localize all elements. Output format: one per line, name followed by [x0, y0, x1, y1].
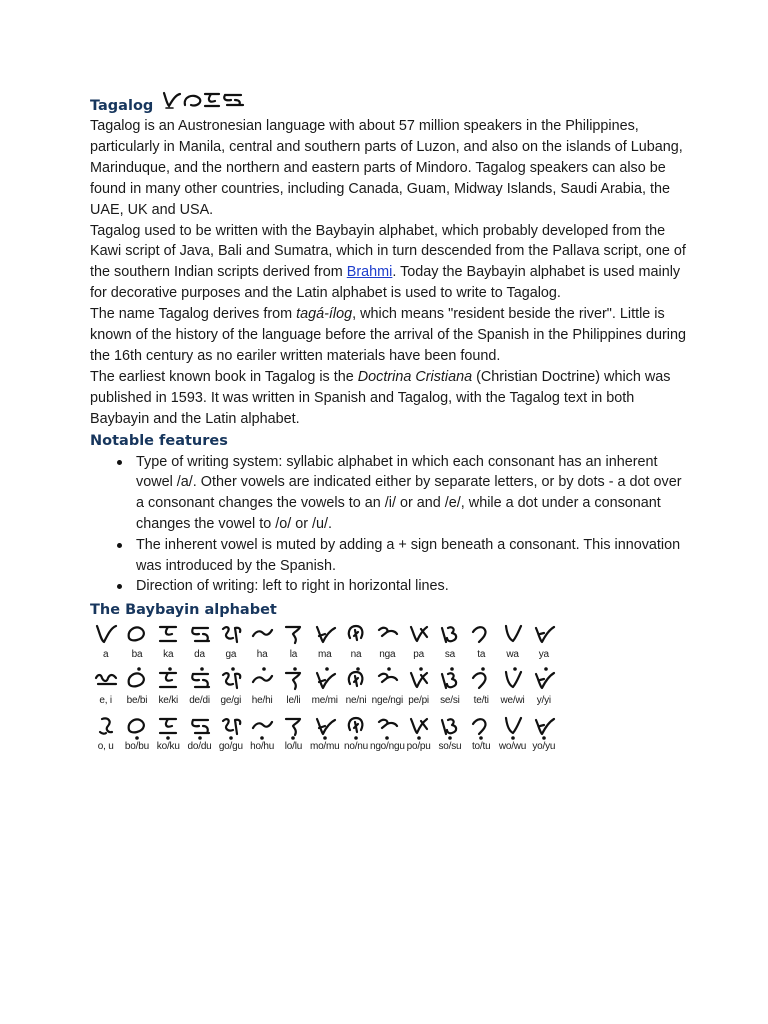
baybayin-glyph-icon [217, 620, 245, 648]
alphabet-cell [434, 712, 465, 758]
alphabet-cell [466, 620, 497, 666]
list-item: Direction of writing: left to right in horizontal lines. [136, 576, 690, 597]
baybayin-glyph-icon [248, 712, 276, 740]
alphabet-cell [121, 712, 152, 758]
syllable-label: ke/ki [158, 695, 179, 707]
paragraph-name-origin-text-2: , which means "resident beside the river". Little is known of the history of the language before the arrival of the Spanish in the Philippines during the 16th century as no eariler written materials have been found. [90, 306, 686, 364]
syllable-label: pe/pi [408, 695, 429, 707]
baybayin-glyph-icon [311, 712, 339, 740]
list-item: Type of writing system: syllabic alphabet in which each consonant has an inherent vowel /a/. Other vowels are indicated either by separate letters, or by dots - a dot over a consonant changes the vowels to an /i/ or and /e/, while a dot under a consonant changes the vowel to /o/ or /u/. [136, 452, 690, 535]
alphabet-cell [153, 712, 184, 758]
baybayin-glyph-icon [499, 666, 527, 694]
alphabet-cell [309, 666, 340, 712]
baybayin-glyph-icon [373, 666, 401, 694]
syllable-label: po/pu [406, 741, 431, 753]
alphabet-row [90, 620, 620, 666]
baybayin-glyph-icon [405, 712, 433, 740]
syllable-label: o, u [97, 741, 114, 753]
alphabet-cell [340, 712, 371, 758]
paragraph-name-origin-text: The name Tagalog derives from [90, 306, 297, 323]
baybayin-glyph-icon [530, 620, 558, 648]
syllable-label: be/bi [126, 695, 148, 707]
baybayin-glyph-icon [92, 620, 120, 648]
alphabet-cell [90, 712, 121, 758]
syllable-label: a [102, 649, 109, 661]
list-item: The inherent vowel is muted by adding a + sign beneath a consonant. This innovation was introduced by the Spanish. [136, 535, 690, 577]
alphabet-cell [434, 666, 465, 712]
alphabet-cell [372, 620, 403, 666]
syllable-label: sa [444, 649, 455, 661]
alphabet-cell [497, 620, 528, 666]
syllable-label: y/yi [536, 695, 551, 707]
baybayin-glyph-icon [154, 666, 182, 694]
syllable-label: ka [163, 649, 174, 661]
paragraph-intro: Tagalog is an Austronesian language with about 57 million speakers in the Philippines, particularly in Manila, central and southern parts of Luzon, and also on the islands of Lubang, Marinduque, and the northern and eastern parts of Mindoro. Tagalog speakers can also be found in many other countries, including Canada, Guam, Midway Islands, Saudi Arabia, the UAE, UK and USA. [90, 118, 683, 218]
paragraph-earliest-book-text-2: (Christian Doctrine) which was published in 1593. It was written in Spanish and Tagalog, with the Tagalog text in both Baybayin and the Latin alphabet. [90, 368, 671, 427]
alphabet-cell [153, 620, 184, 666]
alphabet-cell [246, 620, 277, 666]
paragraph-earliest-book [90, 367, 690, 430]
alphabet-cell [184, 712, 215, 758]
syllable-label: le/li [286, 695, 301, 707]
syllable-label: ngo/ngu [369, 741, 405, 753]
syllable-label: so/su [438, 741, 462, 753]
alphabet-cell [466, 712, 497, 758]
alphabet-row [90, 712, 620, 758]
baybayin-glyph-icon [499, 620, 527, 648]
paragraph-name-origin-italic: tagá-ílog [296, 306, 353, 323]
alphabet-cell [246, 666, 277, 712]
alphabet-cell [434, 620, 465, 666]
alphabet-cell [403, 666, 434, 712]
syllable-label: nga [379, 649, 396, 661]
baybayin-glyph-icon [186, 712, 214, 740]
syllable-label: do/du [187, 741, 212, 753]
baybayin-glyph-icon [530, 666, 558, 694]
syllable-label: go/gu [218, 741, 243, 753]
baybayin-glyph-icon [436, 620, 464, 648]
baybayin-glyph-icon [248, 666, 276, 694]
alphabet-cell [246, 712, 277, 758]
baybayin-alphabet-heading: The Baybayin alphabet [90, 602, 277, 619]
paragraph-history [90, 221, 690, 305]
syllable-label: to/tu [471, 741, 491, 753]
baybayin-glyph-icon [279, 666, 307, 694]
syllable-label: lo/lu [284, 741, 303, 753]
alphabet-cell [278, 620, 309, 666]
baybayin-glyph-icon [311, 666, 339, 694]
syllable-label: te/ti [473, 695, 489, 707]
syllable-label: ga [225, 649, 237, 661]
syllable-label: da [194, 649, 205, 661]
baybayin-glyph-icon [373, 712, 401, 740]
syllable-label: ne/ni [345, 695, 367, 707]
syllable-label: ma [317, 649, 332, 661]
syllable-label: de/di [189, 695, 210, 707]
syllable-label: ha [256, 649, 268, 661]
alphabet-cell [215, 712, 246, 758]
alphabet-cell [184, 666, 215, 712]
alphabet-cell [528, 712, 559, 758]
alphabet-cell [497, 666, 528, 712]
baybayin-glyph-icon [186, 666, 214, 694]
syllable-label: ho/hu [250, 741, 275, 753]
baybayin-glyph-icon [123, 712, 151, 740]
features-list [90, 452, 690, 598]
syllable-label: we/wi [500, 695, 525, 707]
baybayin-glyph-icon [342, 620, 370, 648]
alphabet-cell [278, 712, 309, 758]
syllable-label: ya [538, 649, 549, 661]
paragraph-name-origin [90, 304, 690, 367]
syllable-label: mo/mu [309, 741, 340, 753]
syllable-label: me/mi [311, 695, 338, 707]
baybayin-glyph-icon [217, 712, 245, 740]
syllable-label: ta [477, 649, 486, 661]
baybayin-glyph-icon [279, 620, 307, 648]
paragraph-earliest-book-text: The earliest known book in Tagalog is the [90, 368, 358, 385]
syllable-label: bo/bu [124, 741, 149, 753]
alphabet-cell [340, 620, 371, 666]
baybayin-glyph-icon [92, 712, 120, 740]
baybayin-glyph-icon [467, 712, 495, 740]
alphabet-cell [403, 712, 434, 758]
syllable-label: wa [506, 649, 519, 661]
baybayin-glyph-icon [92, 666, 120, 694]
syllable-label: no/nu [344, 741, 369, 753]
alphabet-cell [403, 620, 434, 666]
alphabet-cell [90, 666, 121, 712]
syllable-label: he/hi [251, 695, 273, 707]
alphabet-cell [153, 666, 184, 712]
baybayin-alphabet-table [90, 620, 620, 758]
syllable-label: ko/ku [156, 741, 180, 753]
baybayin-glyph-icon [436, 666, 464, 694]
alphabet-cell [369, 712, 405, 758]
alphabet-cell [90, 620, 121, 666]
syllable-label: wo/wu [498, 741, 527, 753]
alphabet-cell [497, 712, 528, 758]
baybayin-glyph-icon [154, 712, 182, 740]
paragraph-earliest-book-italic: Doctrina Cristiana [357, 368, 473, 385]
baybayin-glyph-icon [217, 666, 245, 694]
syllable-label: se/si [440, 695, 460, 707]
baybayin-glyph-icon [279, 712, 307, 740]
alphabet-cell [309, 712, 340, 758]
alphabet-cell [121, 666, 152, 712]
syllable-label: la [289, 649, 298, 661]
brahmi-link[interactable]: Brahmi [346, 264, 393, 281]
alphabet-cell [528, 666, 559, 712]
baybayin-glyph-icon [405, 666, 433, 694]
baybayin-tagalog-word-icon [161, 89, 249, 116]
baybayin-glyph-icon [467, 620, 495, 648]
syllable-label: ba [131, 649, 143, 661]
alphabet-cell [528, 620, 559, 666]
syllable-label: pa [413, 649, 424, 661]
alphabet-cell [121, 620, 152, 666]
alphabet-cell [340, 666, 371, 712]
baybayin-glyph-icon [436, 712, 464, 740]
baybayin-glyph-icon [405, 620, 433, 648]
page-title: Tagalog [90, 98, 154, 114]
alphabet-cell [372, 666, 403, 712]
alphabet-cell [184, 620, 215, 666]
syllable-label: nge/ngi [371, 695, 404, 707]
baybayin-glyph-icon [530, 712, 558, 740]
baybayin-glyph-icon [499, 712, 527, 740]
syllable-label: ge/gi [220, 695, 242, 707]
baybayin-glyph-icon [123, 666, 151, 694]
paragraph-history-text: Tagalog used to be written with the Baybayin alphabet, which probably developed from the Kawi script of Java, Bali and Sumatra, which in turn descended from the Pallava script, one of the southern Indian scripts derived from [90, 222, 686, 281]
alphabet-cell [309, 620, 340, 666]
syllable-label: yo/yu [532, 741, 556, 753]
baybayin-glyph-icon [467, 666, 495, 694]
alphabet-row [90, 666, 620, 712]
baybayin-glyph-icon [311, 620, 339, 648]
alphabet-cell [215, 666, 246, 712]
baybayin-glyph-icon [248, 620, 276, 648]
paragraph-history-text-2: . Today the Baybayin alphabet is used mainly for decorative purposes and the Latin alphabet is used to write to Tagalog. [90, 264, 681, 302]
alphabet-cell [278, 666, 309, 712]
baybayin-glyph-icon [186, 620, 214, 648]
document-page [90, 92, 690, 758]
syllable-label: na [350, 649, 362, 661]
alphabet-cell [215, 620, 246, 666]
notable-features-heading: Notable features [90, 432, 228, 449]
alphabet-cell [466, 666, 497, 712]
baybayin-glyph-icon [342, 666, 370, 694]
baybayin-glyph-icon [123, 620, 151, 648]
syllable-label: e, i [99, 695, 112, 707]
title-row [90, 92, 690, 116]
baybayin-glyph-icon [342, 712, 370, 740]
baybayin-glyph-icon [373, 620, 401, 648]
baybayin-glyph-icon [154, 620, 182, 648]
